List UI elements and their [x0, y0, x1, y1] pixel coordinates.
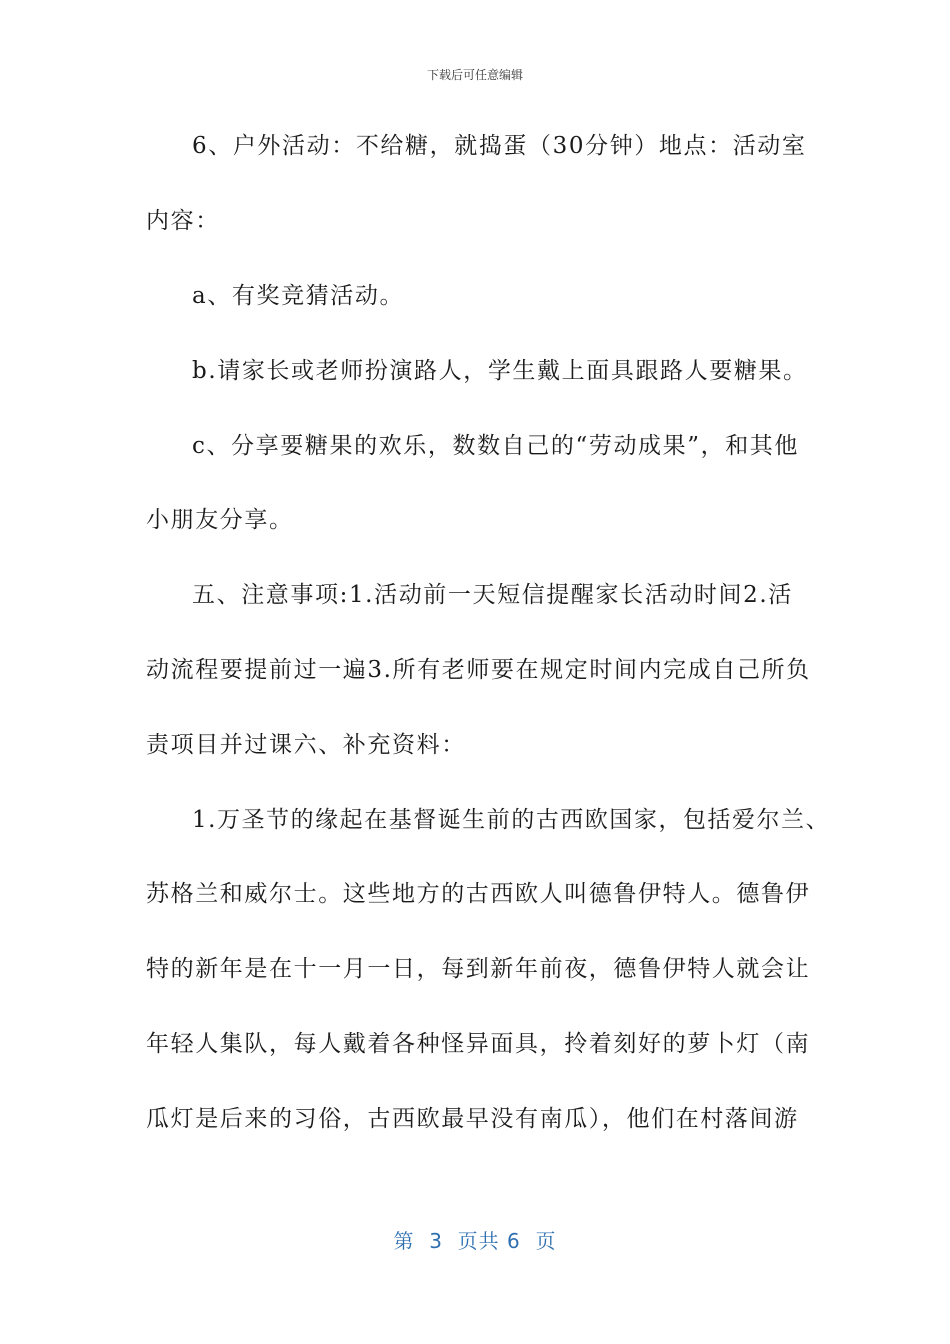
paragraph-line: 1.万圣节的缘起在基督诞生前的古西欧国家，包括爱尔兰、: [192, 807, 831, 833]
paragraph-line: 责项目并过课六、补充资料：: [146, 732, 466, 758]
paragraph-line: 动流程要提前过一遍3.所有老师要在规定时间内完成自己所负: [146, 657, 811, 683]
paragraph-line: 小朋友分享。: [146, 507, 294, 533]
paragraph-line: c、分享要糖果的欢乐，数数自己的“劳动成果”，和其他: [192, 433, 799, 459]
paragraph-line: b.请家长或老师扮演路人，学生戴上面具跟路人要糖果。: [192, 358, 808, 384]
paragraph-line: 五、注意事项:1.活动前一天短信提醒家长活动时间2.活: [192, 582, 793, 608]
paragraph-line: 内容：: [146, 208, 220, 234]
page-header-note: 下载后可任意编辑: [426, 68, 523, 82]
paragraph-line: 年轻人集队，每人戴着各种怪异面具，拎着刻好的萝卜灯（南: [146, 1031, 811, 1057]
paragraph-line: a、有奖竞猜活动。: [192, 283, 405, 309]
paragraph-line: 特的新年是在十一月一日，每到新年前夜，德鲁伊特人就会让: [146, 956, 811, 982]
paragraph-line: 苏格兰和威尔士。这些地方的古西欧人叫德鲁伊特人。德鲁伊: [146, 881, 811, 907]
paragraph-line: 6、户外活动：不给糖，就捣蛋（30分钟）地点：活动室: [192, 133, 807, 159]
paragraph-line: 瓜灯是后来的习俗，古西欧最早没有南瓜），他们在村落间游: [146, 1106, 799, 1132]
page-number-footer: 第 3 页共 6 页: [393, 1229, 557, 1253]
